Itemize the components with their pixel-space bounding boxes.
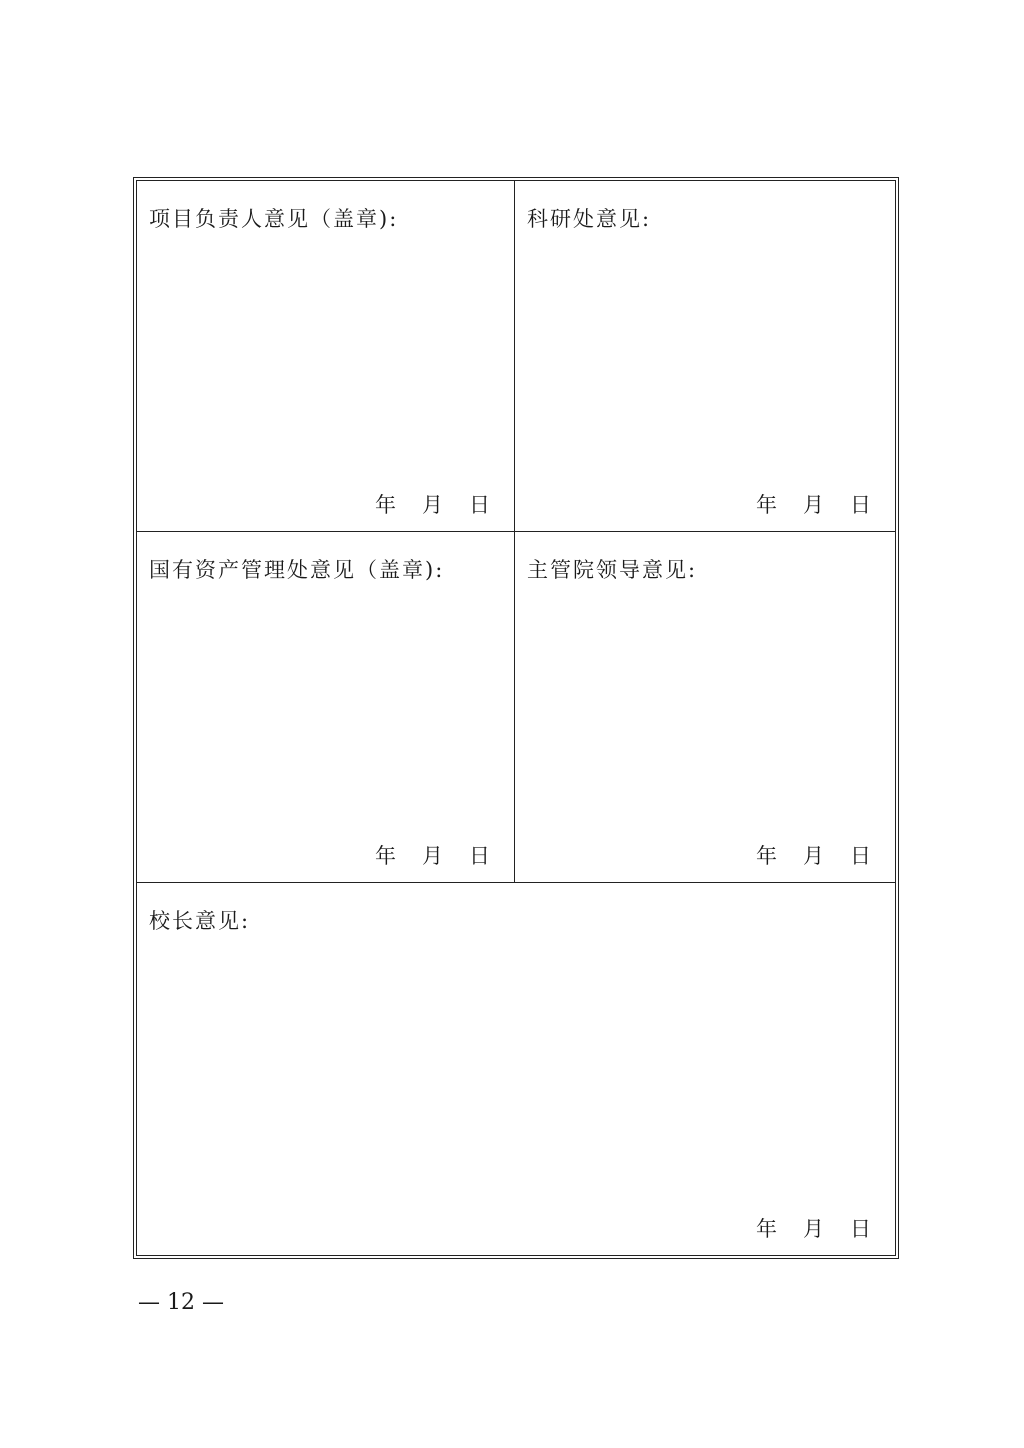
approval-form-table [136, 180, 896, 1256]
date-month-label: 月 [422, 844, 443, 868]
date-year-label: 年 [375, 844, 396, 868]
state-assets-office-date [375, 840, 490, 870]
date-day-label: 日 [850, 493, 871, 517]
project-leader-date [375, 489, 490, 519]
state-assets-office-opinion-cell[interactable] [137, 532, 515, 883]
page-number: — 12 — [138, 1290, 224, 1315]
president-opinion-label: 校长意见: [149, 909, 251, 933]
project-leader-opinion-cell[interactable] [137, 181, 515, 532]
supervising-leader-opinion-label: 主管院领导意见: [527, 558, 698, 582]
research-office-date [756, 489, 871, 519]
date-year-label: 年 [375, 493, 396, 517]
research-office-opinion-cell[interactable] [515, 181, 895, 532]
date-day-label: 日 [850, 844, 871, 868]
date-year-label: 年 [756, 1217, 777, 1241]
supervising-leader-opinion-cell[interactable] [515, 532, 895, 883]
president-date [756, 1213, 871, 1243]
project-leader-opinion-label: 项目负责人意见（盖章): [149, 207, 399, 231]
date-day-label: 日 [469, 493, 490, 517]
date-day-label: 日 [469, 844, 490, 868]
date-year-label: 年 [756, 844, 777, 868]
date-month-label: 月 [803, 844, 824, 868]
state-assets-office-opinion-label: 国有资产管理处意见（盖章): [149, 558, 445, 582]
date-year-label: 年 [756, 493, 777, 517]
date-day-label: 日 [850, 1217, 871, 1241]
research-office-opinion-label: 科研处意见: [527, 207, 652, 231]
date-month-label: 月 [803, 1217, 824, 1241]
date-month-label: 月 [422, 493, 443, 517]
supervising-leader-date [756, 840, 871, 870]
date-month-label: 月 [803, 493, 824, 517]
president-opinion-cell[interactable] [137, 883, 895, 1255]
